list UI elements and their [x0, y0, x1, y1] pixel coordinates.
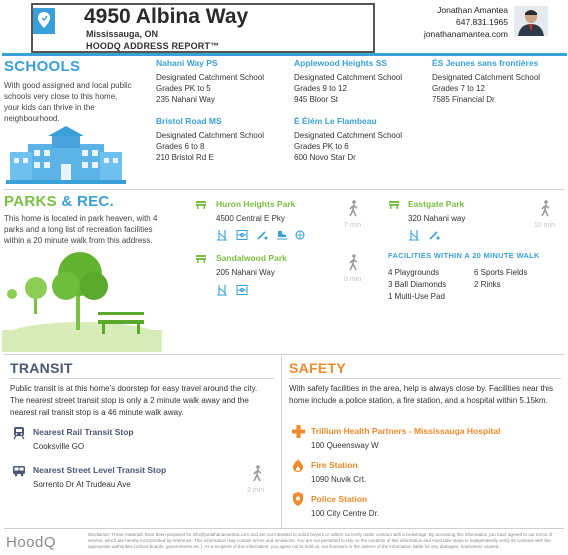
school-building-icon — [6, 126, 126, 184]
property-address: 4950 Albina Way — [84, 5, 249, 28]
transit-title: TRANSIT — [10, 360, 73, 376]
agent-phone: 647.831.1965 — [456, 17, 508, 27]
facility-item: 1 Multi-Use Pad — [388, 292, 445, 301]
sports-field-icon — [236, 229, 248, 241]
school-card[interactable] — [432, 58, 566, 105]
school-grades: Grades PK to 5 — [156, 84, 211, 93]
park-address: 4500 Central E Pky — [216, 214, 285, 223]
hospital-name[interactable]: Trillium Health Partners - Mississauga Hospital — [311, 426, 501, 436]
skate-icon — [276, 229, 288, 241]
park-name[interactable]: Sandalwood Park — [216, 253, 287, 263]
school-name: É Élém Le Flambeau — [294, 116, 377, 126]
park-bench-icon — [195, 198, 207, 210]
schools-title: SCHOOLS — [4, 58, 81, 75]
park-name[interactable]: Eastgate Park — [408, 199, 465, 209]
school-name: Applewood Heights SS — [294, 58, 388, 68]
police-station-name[interactable]: Police Station — [311, 494, 368, 504]
school-type: Designated Catchment School — [294, 73, 403, 82]
facility-item: 4 Playgrounds — [388, 268, 440, 277]
park-address: 205 Nahani Way — [216, 268, 275, 277]
parks-title-a: PARKS — [4, 193, 57, 210]
header-divider — [2, 53, 567, 56]
school-address: 600 Novo Star Dr — [294, 153, 356, 162]
walking-person-icon — [540, 200, 552, 218]
transit-underline — [10, 378, 274, 379]
walk-time: 8 min — [344, 276, 362, 283]
hoodq-logo: HoodQ — [6, 534, 57, 551]
school-type: Designated Catchment School — [156, 131, 265, 140]
school-card[interactable] — [294, 58, 428, 105]
school-type: Designated Catchment School — [294, 131, 403, 140]
street-stop-label: Nearest Street Level Transit Stop — [33, 465, 167, 475]
baseball-icon — [428, 229, 440, 241]
park-amenities — [216, 229, 296, 243]
rail-stop-label: Nearest Rail Transit Stop — [33, 427, 134, 437]
playground-icon — [216, 229, 228, 241]
school-type: Designated Catchment School — [156, 73, 265, 82]
safety-underline — [289, 378, 561, 379]
safety-title: SAFETY — [289, 360, 347, 376]
fire-station-address: 1090 Nuvik Crt. — [311, 475, 367, 484]
school-name: Nahani Way PS — [156, 58, 218, 68]
school-grades: Grades 6 to 8 — [156, 142, 205, 151]
fire-station-name[interactable]: Fire Station — [311, 460, 358, 470]
disclaimer-text: Disclaimer: These materials have been prepared for info@jonathanamantea.com and are not intended to solicit buyers or sellers currently under contract with a brokerage. By accessing this information you have agreed to our terms of service, which are hereby incorporated by reference. This information may contain errors and omissions. You are not permitted to rely on the contents of this information and must take steps to independently verify its contents with the appropriate authorities (school boards, governments etc.). As a recipient of this information, you agree not to hold us, our licensors or the owners of the information liable for any damages, howsoever caused. — [88, 532, 553, 549]
park-address: 320 Nahani way — [408, 214, 466, 223]
school-card[interactable] — [294, 116, 428, 163]
school-name: Bristol Road MS — [156, 116, 222, 126]
facilities-title: FACILITIES WITHIN A 20 MINUTE WALK — [388, 251, 540, 260]
footer-divider — [4, 528, 564, 529]
parks-description: This home is located in park heaven, with 4 parks and a long list of recreation facilities within a 20 minute walk from this address. — [4, 214, 158, 245]
agent-info — [424, 4, 508, 40]
playground-icon — [216, 284, 228, 296]
school-type: Designated Catchment School — [432, 73, 541, 82]
facility-item: 3 Ball Diamonds — [388, 280, 447, 289]
walking-person-icon — [252, 465, 264, 483]
school-grades: Grades PK to 6 — [294, 142, 349, 151]
fire-icon — [292, 458, 304, 472]
section-divider — [4, 354, 564, 355]
hospital-cross-icon — [292, 425, 305, 438]
hospital-address: 100 Queensway W — [311, 441, 379, 450]
agent-name: Jonathan Amantea — [437, 5, 508, 15]
report-label: HOODQ ADDRESS REPORT™ — [86, 41, 220, 51]
property-city: Mississauga, ON — [86, 29, 159, 39]
playground-icon — [408, 229, 420, 241]
agent-avatar — [514, 6, 548, 36]
park-name[interactable]: Huron Heights Park — [216, 199, 296, 209]
multi-use-pad-icon — [294, 229, 306, 241]
school-address: 945 Bloor St — [294, 95, 339, 104]
school-address: 7585 Financial Dr — [432, 95, 495, 104]
street-stop-name[interactable]: Sorrento Dr At Trudeau Ave — [33, 480, 131, 489]
parks-title — [4, 193, 114, 210]
schools-description: With good assigned and local public schools very close to this home, your kids can thrive in the neighbourhood. — [4, 81, 132, 123]
walk-time: 10 min — [534, 222, 556, 229]
bus-icon — [12, 465, 26, 477]
walking-person-icon — [348, 200, 360, 218]
park-illustration — [2, 246, 162, 352]
school-card[interactable] — [156, 116, 288, 163]
transit-description: Public transit is at this home's doorstep for easy travel around the city. The nearest street transit stop is only a 2 minute walk away and the nearest rail transit stop is a 46 minute walk away. — [10, 384, 258, 417]
facility-item: 2 Rinks — [474, 280, 501, 289]
agent-website: jonathanamantea.com — [423, 29, 508, 39]
walking-person-icon — [348, 254, 360, 272]
school-grades: Grades 9 to 12 — [294, 84, 347, 93]
sports-field-icon — [236, 284, 248, 296]
safety-description: With safety facilities in the area, help is always close by. Facilities near this home include a police station, a fire station, and a hospital within 5.15km. — [289, 384, 553, 405]
school-name: ÉS Jeunes sans frontières — [432, 58, 539, 68]
parks-title-b: & REC. — [61, 193, 115, 210]
facility-item: 6 Sports Fields — [474, 268, 528, 277]
park-bench-icon — [388, 198, 400, 210]
police-station-address: 100 City Centre Dr. — [311, 509, 380, 518]
rail-stop-name[interactable]: Cooksville GO — [33, 442, 85, 451]
column-divider — [281, 356, 282, 528]
school-card[interactable] — [156, 58, 288, 105]
baseball-icon — [256, 229, 268, 241]
school-address: 210 Bristol Rd E — [156, 153, 214, 162]
walk-time: 7 min — [344, 222, 362, 229]
park-amenities — [408, 229, 458, 243]
police-badge-icon — [292, 492, 304, 506]
walk-time: 2 min — [247, 487, 265, 494]
park-bench-icon — [195, 252, 207, 264]
section-divider — [4, 189, 564, 190]
train-icon — [13, 426, 25, 440]
school-grades: Grades 7 to 12 — [432, 84, 485, 93]
park-amenities — [216, 284, 266, 298]
location-pin-icon — [33, 8, 55, 34]
school-address: 235 Nahani Way — [156, 95, 215, 104]
